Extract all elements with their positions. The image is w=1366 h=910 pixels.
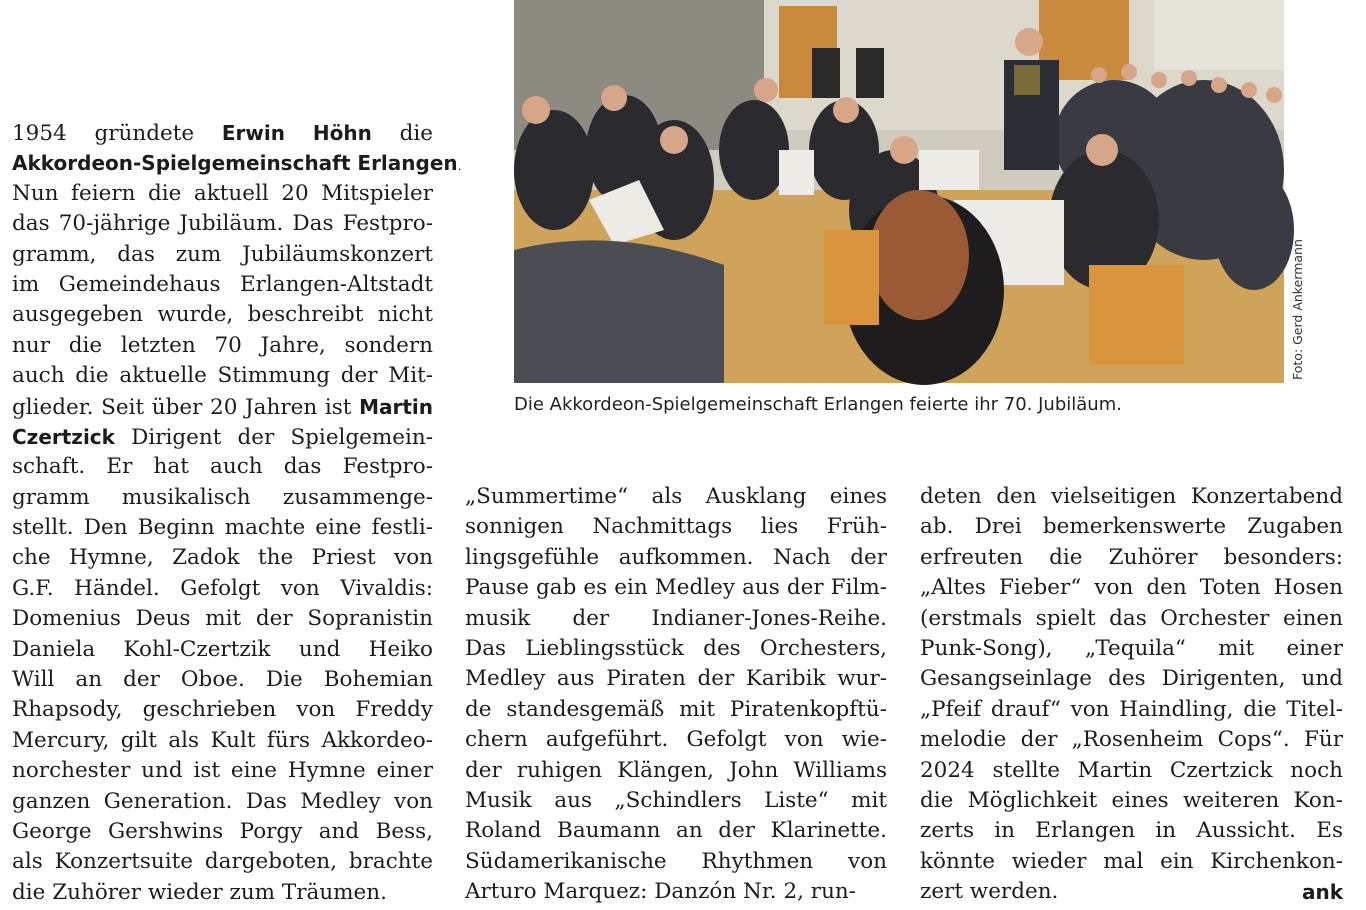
- article-line: gramm musikalisch zusammenge-: [12, 484, 433, 510]
- article-line: schaft. Er hat auch das Festpro-: [12, 454, 433, 480]
- article-column-1: [12, 118, 462, 908]
- article-line: nur die letzten 70 Jahre, sondern: [12, 332, 433, 358]
- article-line: George Gershwins Porgy and Bess,: [12, 818, 433, 844]
- article-column-2: [465, 482, 887, 907]
- article-line: norchester und ist eine Hymne einer: [12, 758, 433, 784]
- name-highlight: Erwin Höhn: [221, 121, 372, 145]
- article-line: stellt. Den Beginn machte eine festli-: [12, 515, 433, 541]
- article-line: zerts in Erlangen in Aussicht. Es: [920, 818, 1343, 844]
- article-line: die Zuhörer wieder zum Träumen.: [12, 879, 387, 905]
- article-line: Das Lieblingsstück des Orchesters,: [465, 635, 887, 661]
- article-line: Roland Baumann an der Klarinette.: [465, 818, 887, 844]
- article-line: 1954 gründete Erwin Höhn die: [12, 121, 433, 146]
- article-line: Mercury, gilt als Kult fürs Akkordeo-: [12, 727, 433, 753]
- article-line: Pause gab es ein Medley aus der Film-: [465, 575, 887, 601]
- article-line: lingsgefühle aufkommen. Nach der: [465, 544, 887, 570]
- article-line: G.F. Händel. Gefolgt von Vivaldis:: [12, 575, 433, 601]
- article-line: Musik aus „Schindlers Liste“ mit: [465, 787, 887, 813]
- article-line: „Pfeif drauf“ von Haindling, die Titel-: [920, 696, 1343, 722]
- photo-caption: Die Akkordeon-Spielgemeinschaft Erlangen feierte ihr 70. Jubiläum.: [514, 394, 1122, 415]
- article-line: Akkordeon-Spielgemeinschaft Erlangen.: [12, 151, 462, 176]
- name-highlight: Martin: [359, 394, 433, 419]
- article-line: zert werden. ank: [920, 877, 1343, 907]
- article-line: musik der Indianer-Jones-Reihe.: [465, 605, 887, 631]
- article-line: Domenius Deus mit der Sopranistin: [12, 606, 433, 632]
- article-line: Rhapsody, geschrieben von Freddy: [12, 697, 433, 723]
- name-highlight: Czertzick: [12, 424, 115, 449]
- article-line: erfreuten die Zuhörer besonders:: [920, 544, 1343, 570]
- article-column-3: [920, 482, 1343, 907]
- article-line: sonnigen Nachmittags lies Früh-: [465, 514, 887, 540]
- concert-photo-illustration: [514, 0, 1284, 383]
- article-line: „Altes Fieber“ von den Toten Hosen: [920, 575, 1343, 601]
- article-line: der ruhigen Klängen, John Williams: [465, 757, 887, 783]
- name-highlight: Akkordeon-Spielgemeinschaft Erlangen: [12, 151, 458, 176]
- article-line: das 70-jährige Jubiläum. Das Festpro-: [12, 211, 433, 237]
- photo-credit-text: Foto: Gerd Ankermann: [1290, 239, 1305, 380]
- article-line: melodie der „Rosenheim Cops“. Für: [920, 727, 1343, 753]
- article-line: Arturo Marquez: Danzón Nr. 2, run-: [465, 879, 857, 905]
- article-line: ausgegeben wurde, beschreibt nicht: [12, 302, 433, 328]
- article-line: auch die aktuelle Stimmung der Mit-: [12, 363, 433, 389]
- article-line: 2024 stellte Martin Czertzick noch: [920, 757, 1343, 783]
- article-line: Gesangseinlage des Dirigenten, und: [920, 666, 1343, 692]
- article-line: ganzen Generation. Das Medley von: [12, 788, 433, 814]
- article-line: Will an der Oboe. Die Bohemian: [12, 667, 433, 693]
- article-line: (erstmals spielt das Orchester einen: [920, 605, 1343, 631]
- article-line: che Hymne, Zadok the Priest von: [12, 545, 433, 571]
- article-line: ab. Drei bemerkenswerte Zugaben: [920, 514, 1343, 540]
- article-line: Südamerikanische Rhythmen von: [465, 848, 887, 874]
- article-line: „Summertime“ als Ausklang eines: [465, 484, 887, 509]
- article-line: chern aufgeführt. Gefolgt von wie-: [465, 727, 887, 753]
- article-line: könnte wieder mal ein Kirchenkon-: [920, 848, 1343, 874]
- article-line: glieder. Seit über 20 Jahren ist Martin: [12, 394, 433, 420]
- article-line: als Konzertsuite dargeboten, brachte: [12, 849, 433, 875]
- article-line: Medley aus Piraten der Karibik wur-: [465, 666, 887, 692]
- article-line: die Möglichkeit eines weiteren Kon-: [920, 787, 1343, 813]
- article-line: Punk-Song), „Tequila“ mit einer: [920, 635, 1343, 661]
- article-line: gramm, das zum Jubiläumskonzert: [12, 241, 433, 267]
- concert-photo: [514, 0, 1284, 383]
- photo-credit: [1287, 200, 1307, 380]
- article-line: Czertzick Dirigent der Spielgemein-: [12, 424, 433, 450]
- article-line: Nun feiern die aktuell 20 Mitspieler: [12, 180, 433, 206]
- author-signature: ank: [1301, 880, 1343, 905]
- article-line: Daniela Kohl-Czertzik und Heiko: [12, 636, 433, 662]
- article-line: de standesgemäß mit Piratenkopftü-: [465, 696, 887, 722]
- article-line: deten den vielseitigen Konzertabend: [920, 484, 1343, 509]
- article-line: im Gemeindehaus Erlangen-Altstadt: [12, 271, 433, 297]
